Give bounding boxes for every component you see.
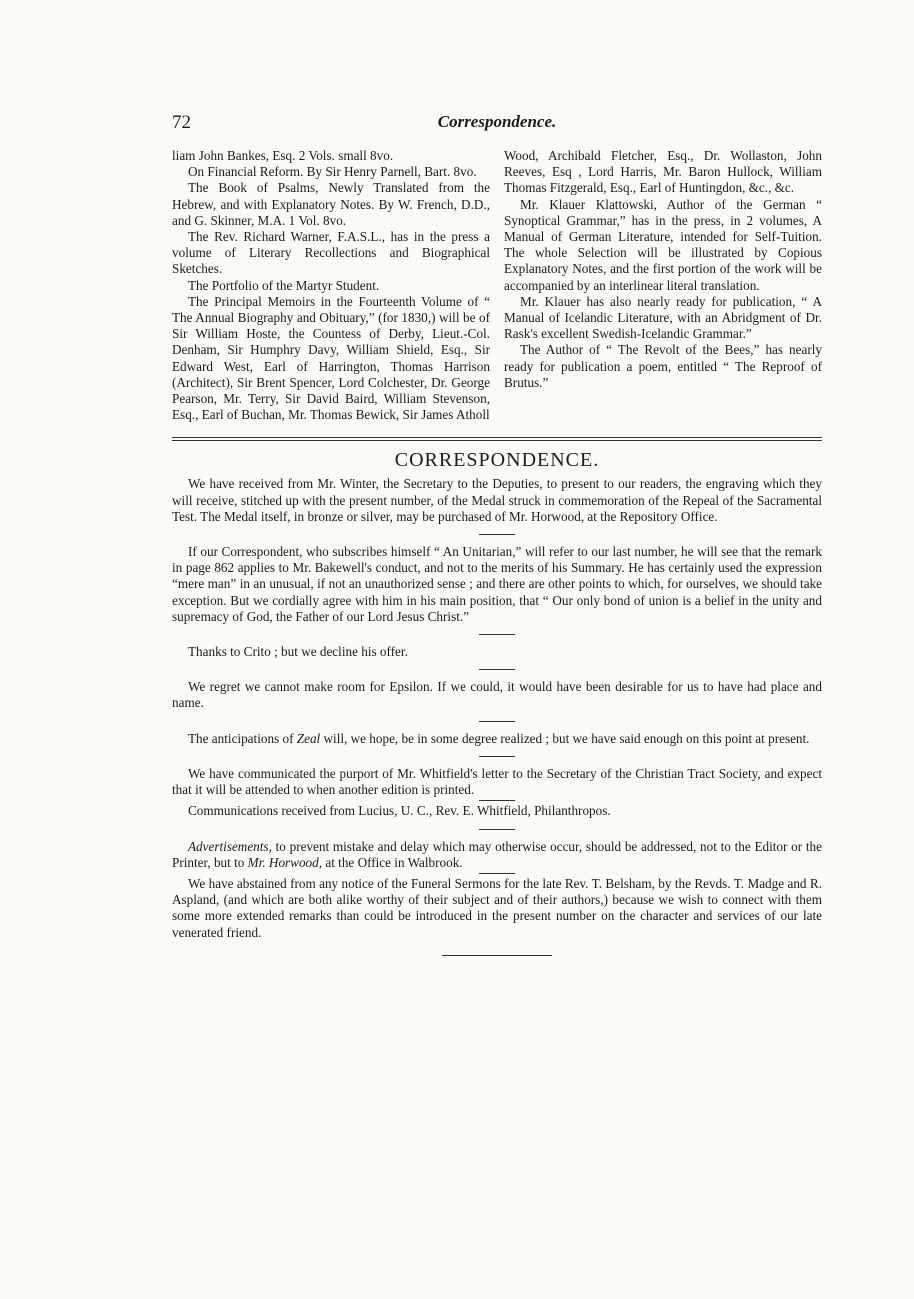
- left-column: [172, 148, 490, 423]
- italic-text: Mr. Horwood,: [247, 854, 323, 870]
- paragraph: If our Correspondent, who subscribes himself “ An Unitarian,” will refer to our last number, he will see that the remark in page 862 applies to Mr. Bakewell's conduct, and not to the merits of his Summary. He has certainly used the expression “mere man” in an unusual, if not an unauthorized sense ; and there are other points to which, for ourselves, we should take exception. But we cordially agree with him in his main position, that “ Our only bond of union is a belief in the unity and supremacy of God, the Father of our Lord Jesus Christ.”: [172, 544, 822, 624]
- paragraph: We have communicated the purport of Mr. Whitfield's letter to the Secretary of the Christian Tract Society, and expect that it will be attended to when another edition is printed.: [172, 765, 822, 798]
- text: at the Office in Walbrook.: [322, 854, 463, 870]
- text: The anticipations of: [188, 730, 297, 746]
- paragraph: We regret we cannot make room for Epsilon. If we could, it would have been desirable for us to have had place and name.: [172, 679, 822, 711]
- paragraph: We have abstained from any notice of the Funeral Sermons for the late Rev. T. Belsham, by the Revds. T. Madge and R. Aspland, (and which are both alike worthy of their subject and of their authors,) because we wish to connect with them some more extended remarks than could be introduced in the present number on the character and services of our late venerated friend.: [172, 875, 822, 940]
- text: to prevent mistake and delay which may otherwise occur, should be addressed, not to the Editor or the Printer, but to: [172, 838, 822, 870]
- paragraph: The Rev. Richard Warner, F.A.S.L., has in the press a volume of Literary Recollections and Biographical Sketches.: [172, 229, 490, 277]
- rule-divider: [479, 756, 515, 757]
- paragraph: The Portfolio of the Martyr Student.: [188, 277, 380, 293]
- paragraph: [172, 839, 822, 871]
- paragraph: Mr. Klauer has also nearly ready for publication, “ A Manual of Icelandic Literature, with an Abridgment of Dr. Rask's excellent Swedish-Icelandic Grammar.”: [504, 293, 822, 342]
- running-head: Correspondence.: [437, 112, 557, 131]
- paragraph: The Book of Psalms, Newly Translated from the Hebrew, and with Explanatory Notes. By W. French, D.D., and G. Skinner, M.A. 1 Vol. 8vo.: [172, 180, 490, 228]
- page-header: [172, 112, 822, 140]
- paragraph: The Author of “ The Revolt of the Bees,” has nearly ready for publication a poem, entitled “ The Reproof of Brutus.”: [504, 342, 822, 390]
- paragraph: Communications received from Lucius, U. C., Rev. E. Whitfield, Philanthropos.: [188, 803, 611, 819]
- section-title: CORRESPONDENCE.: [394, 449, 600, 472]
- end-rule: [442, 955, 552, 956]
- italic-text: Advertisements,: [188, 838, 272, 854]
- rule-divider: [479, 829, 515, 830]
- rule-divider: [479, 534, 515, 535]
- paragraph: The Principal Memoirs in the Fourteenth Volume of “ The Annual Biography and Obituary,” (for 1830,) will be of Sir William Hoste, the Countess of Derby, Lieut.-Col. Denham, Sir Humphry Davy, William Shield, Esq., Sir Edward West, Earl of Harrington, Thomas Harrison (Architect), Sir Brent Spencer, Lord Colchester, Dr. George Pearson, Mr. Terry, Sir David Baird, William Stevenson, Esq., Earl of Buchan, Mr. Thomas Bewick, Sir James Atholl: [172, 293, 490, 423]
- page-number: 72: [172, 112, 191, 133]
- paragraph: We have received from Mr. Winter, the Secretary to the Deputies, to present to our readers, the engraving which they will receive, stitched up with the present number, of the Medal struck in commemoration of the Repeal of the Sacramental Test. The Medal itself, in bronze or silver, may be purchased of Mr. Horwood, at the Repository Office.: [172, 476, 822, 524]
- right-column: [504, 148, 822, 423]
- rule-divider: [479, 634, 515, 635]
- paragraph: liam John Bankes, Esq. 2 Vols. small 8vo.: [172, 148, 394, 163]
- two-column-section: [172, 148, 822, 423]
- paragraph: Wood, Archibald Fletcher, Esq., Dr. Wollaston, John Reeves, Esq , Lord Harris, Mr. Baron Hullock, William Thomas Fitzgerald, Esq., Earl of Huntingdon, &c., &c.: [504, 148, 822, 196]
- paragraph: Thanks to Crito ; but we decline his offer.: [188, 644, 408, 660]
- rule-divider: [479, 873, 515, 874]
- italic-text: Zeal: [296, 730, 321, 746]
- paragraph: [172, 731, 822, 747]
- rule-divider: [479, 669, 515, 670]
- correspondence-body: [172, 476, 822, 940]
- rule-divider: [479, 800, 515, 801]
- text: will, we hope, be in some degree realized ; but we have said enough on this point at present.: [320, 730, 810, 746]
- page: [172, 112, 822, 956]
- double-rule-divider: [172, 437, 822, 441]
- paragraph: On Financial Reform. By Sir Henry Parnell, Bart. 8vo.: [188, 164, 477, 180]
- paragraph: Mr. Klauer Klattowski, Author of the German “ Synoptical Grammar,” has in the press, in 2 volumes, A Manual of German Literature, intended for Self-Tuition. The whole Selection will be illustrated by Copious Explanatory Notes, and the first portion of the work will be accompanied by an interlinear literal translation.: [504, 196, 822, 293]
- rule-divider: [479, 721, 515, 722]
